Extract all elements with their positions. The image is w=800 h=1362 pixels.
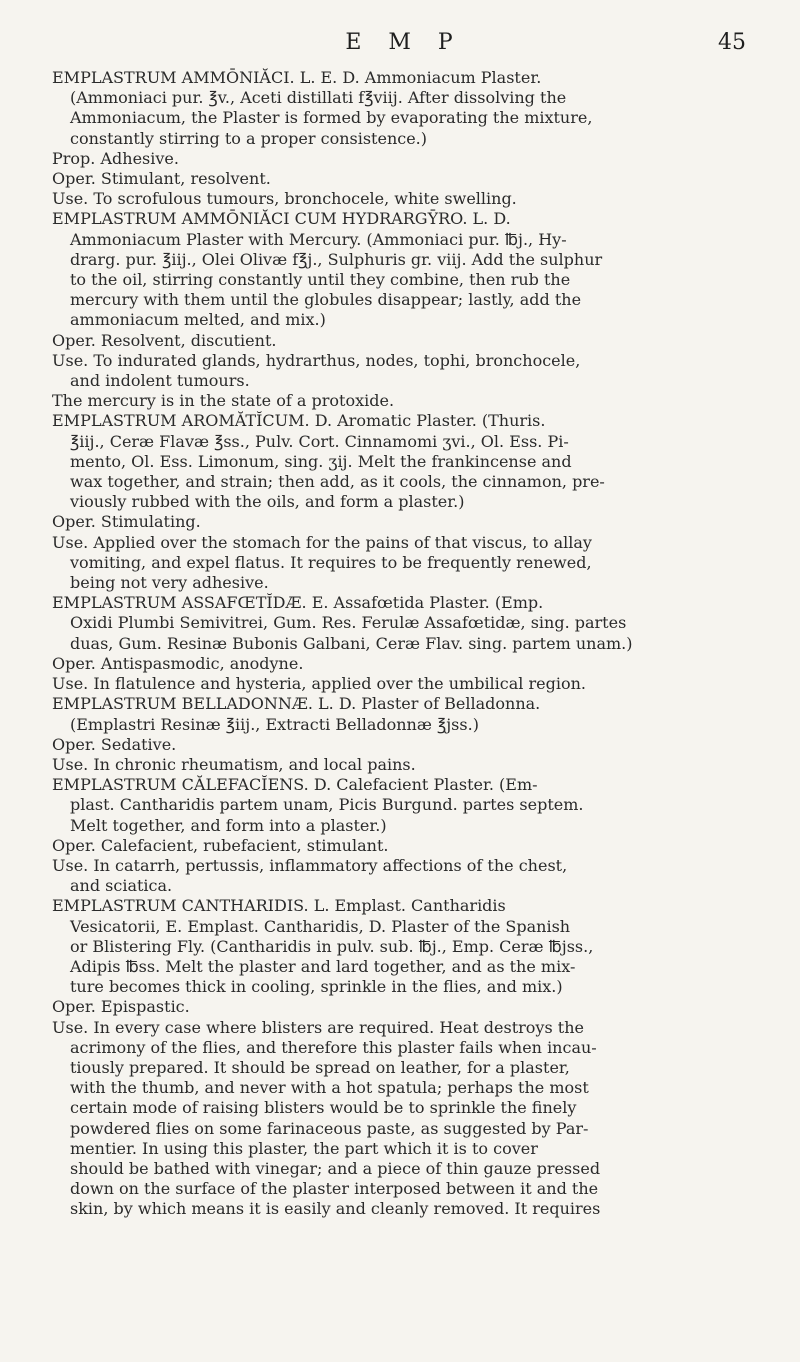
dictionary-entry: [52, 694, 756, 775]
entry-text-line: Use. Applied over the stomach for the pains of that viscus, to allay: [52, 532, 592, 552]
dictionary-entry: [52, 68, 756, 209]
entry-text-line: or Blistering Fly. (Cantharidis in pulv. sub. ℔j., Emp. Ceræ ℔jss.,: [70, 936, 594, 956]
entry-text-line: The mercury is in the state of a protoxide.: [52, 391, 395, 411]
running-head: [52, 30, 756, 54]
entry-text-line: to the oil, stirring constantly until they combine, then rub the: [70, 270, 571, 290]
entry-text-line: mercury with them until the globules disappear; lastly, add the: [70, 290, 582, 310]
dictionary-entry: [52, 593, 756, 694]
entry-text-line: plast. Cantharidis partem unam, Picis Burgund. partes septem.: [70, 795, 584, 815]
entry-text-line: Vesicatorii, E. Emplast. Cantharidis, D. Plaster of the Spanish: [70, 916, 571, 936]
entry-text-line: wax together, and strain; then add, as it cools, the cinnamon, pre-: [70, 472, 605, 492]
entry-text-line: mento, Ol. Ess. Limonum, sing. ʒij. Melt the frankincense and: [70, 451, 572, 471]
entry-text-line: (Emplastri Resinæ ℥iij., Extracti Belladonnæ ℥jss.): [70, 714, 479, 734]
entry-text-line: Use. In every case where blisters are required. Heat destroys the: [52, 1017, 584, 1037]
entry-text-line: ℥iij., Ceræ Flavæ ℥ss., Pulv. Cort. Cinnamomi ʒvi., Ol. Ess. Pi-: [70, 431, 569, 451]
entry-text-line: acrimony of the flies, and therefore this plaster fails when incau-: [70, 1037, 597, 1057]
entry-text-line: and indolent tumours.: [70, 371, 250, 391]
entry-text-line: Use. To indurated glands, hydrarthus, nodes, tophi, bronchocele,: [52, 350, 581, 370]
entry-text-line: Oper. Resolvent, discutient.: [52, 330, 277, 350]
entry-list: [52, 68, 756, 1220]
entry-text-line: Oper. Stimulating.: [52, 512, 201, 532]
running-head-word: E M P: [345, 30, 463, 55]
entry-text-line: Oper. Stimulant, resolvent.: [52, 169, 271, 189]
entry-text-line: with the thumb, and never with a hot spatula; perhaps the most: [70, 1078, 589, 1098]
dictionary-entry: [52, 775, 756, 896]
entry-text-line: Use. In flatulence and hysteria, applied over the umbilical region.: [52, 674, 586, 694]
entry-text-line: certain mode of raising blisters would be to sprinkle the finely: [70, 1098, 577, 1118]
entry-heading-line: EMPLASTRUM ASSAFŒTĬDÆ. E. Assafœtida Plaster. (Emp.: [52, 593, 544, 613]
dictionary-entry: [52, 896, 756, 1219]
entry-text-line: Use. In catarrh, pertussis, inflammatory affections of the chest,: [52, 855, 568, 875]
entry-text-line: should be bathed with vinegar; and a piece of thin gauze pressed: [70, 1158, 601, 1178]
entry-text-line: Prop. Adhesive.: [52, 148, 179, 168]
dictionary-entry: [52, 209, 756, 411]
entry-text-line: vomiting, and expel flatus. It requires to be frequently renewed,: [70, 552, 592, 572]
entry-text-line: (Ammoniaci pur. ℥v., Aceti distillati f℥viij. After dissolving the: [70, 88, 567, 108]
entry-text-line: Oper. Calefacient, rubefacient, stimulant.: [52, 835, 389, 855]
entry-heading-line: EMPLASTRUM CĂLEFACĬENS. D. Calefacient Plaster. (Em-: [52, 775, 538, 795]
entry-text-line: Oxidi Plumbi Semivitrei, Gum. Res. Ferulæ Assafœtidæ, sing. partes: [70, 613, 627, 633]
entry-text-line: powdered flies on some farinaceous paste, as suggested by Par-: [70, 1118, 589, 1138]
entry-text-line: being not very adhesive.: [70, 573, 269, 593]
entry-text-line: Oper. Antispasmodic, anodyne.: [52, 653, 304, 673]
entry-text-line: Melt together, and form into a plaster.): [70, 815, 387, 835]
entry-heading-line: EMPLASTRUM AMMŌNIĂCI CUM HYDRARGȲRO. L. D.: [52, 209, 511, 229]
entry-text-line: Ammoniacum Plaster with Mercury. (Ammoniaci pur. ℔j., Hy-: [70, 229, 567, 249]
dictionary-entry: [52, 411, 756, 593]
entry-text-line: Adipis ℔ss. Melt the plaster and lard together, and as the mix-: [70, 956, 576, 976]
entry-text-line: ture becomes thick in cooling, sprinkle in the flies, and mix.): [70, 977, 563, 997]
entry-text-line: and sciatica.: [70, 876, 173, 896]
entry-text-line: Ammoniacum, the Plaster is formed by evaporating the mixture,: [70, 108, 593, 128]
entry-text-line: Oper. Sedative.: [52, 734, 177, 754]
entry-heading-line: EMPLASTRUM CANTHARIDIS. L. Emplast. Cantharidis: [52, 896, 506, 916]
entry-text-line: ammoniacum melted, and mix.): [70, 310, 326, 330]
entry-text-line: drarg. pur. ℥iij., Olei Olivæ f℥j., Sulphuris gr. viij. Add the sulphur: [70, 249, 603, 269]
entry-heading-line: EMPLASTRUM AROMĂTĬCUM. D. Aromatic Plaster. (Thuris.: [52, 411, 546, 431]
entry-text-line: down on the surface of the plaster interposed between it and the: [70, 1179, 599, 1199]
entry-text-line: constantly stirring to a proper consistence.): [70, 128, 427, 148]
entry-text-line: tiously prepared. It should be spread on leather, for a plaster,: [70, 1057, 570, 1077]
entry-text-line: Use. To scrofulous tumours, bronchocele, white swelling.: [52, 189, 517, 209]
entry-text-line: Use. In chronic rheumatism, and local pains.: [52, 754, 416, 774]
entry-heading-line: EMPLASTRUM AMMŌNIĂCI. L. E. D. Ammoniacum Plaster.: [52, 68, 542, 87]
entry-text-line: Oper. Epispastic.: [52, 997, 190, 1017]
page-number: 45: [718, 30, 746, 55]
entry-text-line: mentier. In using this plaster, the part which it is to cover: [70, 1138, 538, 1158]
entry-text-line: viously rubbed with the oils, and form a plaster.): [70, 492, 465, 512]
entry-text-line: duas, Gum. Resinæ Bubonis Galbani, Ceræ Flav. sing. partem unam.): [70, 633, 633, 653]
entry-text-line: skin, by which means it is easily and cleanly removed. It requires: [70, 1199, 601, 1219]
entry-heading-line: EMPLASTRUM BELLADONNÆ. L. D. Plaster of Belladonna.: [52, 694, 541, 714]
